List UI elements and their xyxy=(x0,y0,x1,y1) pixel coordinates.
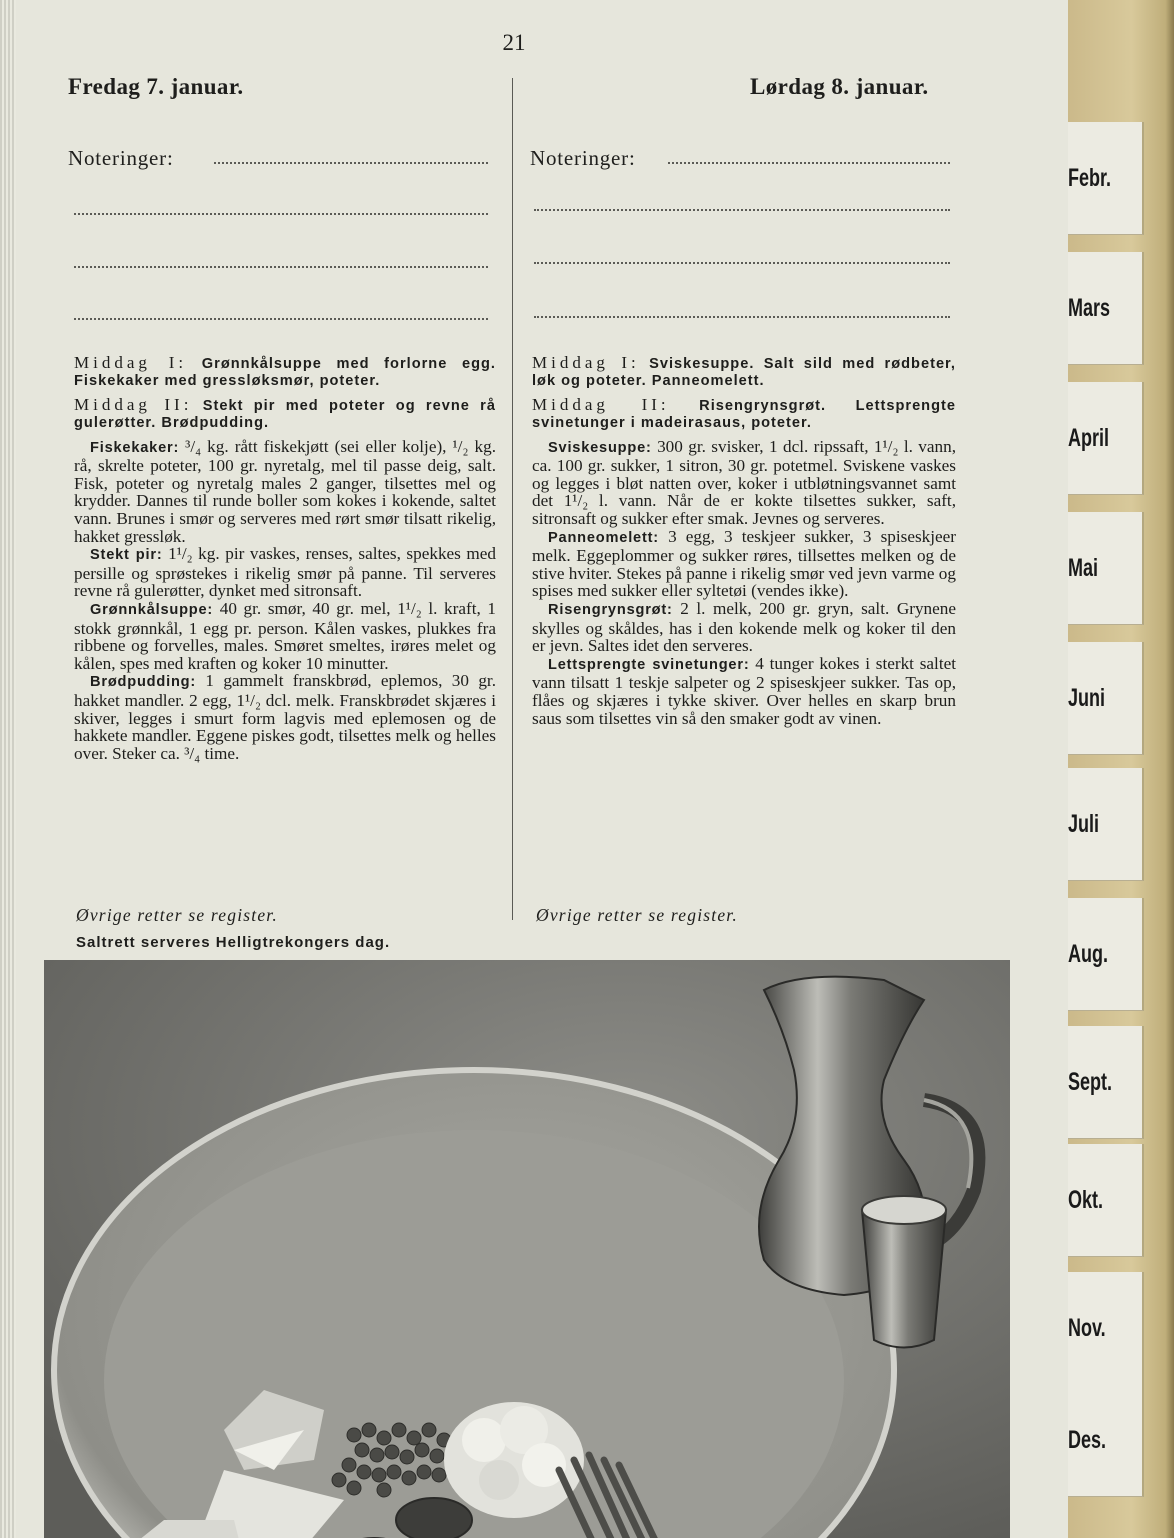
tab-march[interactable]: Mars xyxy=(1068,252,1144,365)
recipe-stekt-pir: Stekt pir: 1¹/₂ kg. pir vaskes, renses, saltes, spekkes med persille og sprøstekes i rikelig smør på panne. Til serveres revne rå gulerøtter, dynket med sitronsaft. xyxy=(74,544,497,601)
recipe-svinetunger: Lettsprengte svinetunger: 4 tunger kokes i sterkt saltet vann tilsatt 1 teskje salpeter og 2 spiseskjeer sukker. Tas op, flåes og skjæres i tykke skiver. Over helles en skarp brun saus som tilsettes vin så den smaker godt av vinen. xyxy=(532,653,956,728)
footer-note: Saltrett serveres Helligtrekongers dag. xyxy=(76,934,391,951)
recipe-panneomelett: Panneomelett: 3 egg, 3 teskjeer sukker, 3 spiseskjeer melk. Eggeplommer og sukker røres, tillsettes melken og de stive hviter. Stekes på panne i rikelig smør ved jevn varme og spises med sukker eller syltetøi (vendes ikke). xyxy=(532,526,956,601)
tab-april[interactable]: April xyxy=(1068,382,1144,495)
dinner-menu-2: Middag II: Stekt pir med poteter og revne rå gulerøtter. Brødpudding. xyxy=(74,394,496,432)
tab-may[interactable]: Mai xyxy=(1068,512,1144,625)
notes-label-right: Noteringer: xyxy=(530,146,636,170)
recipe-fiskekaker: Fiskekaker: ³/₄ kg. rått fiskekjøtt (sei eller kolje), ¹/₂ kg. rå, skrelte poteter, 100 gr. nyretalg, mel til passe deig, salt. Fisk, poteter og nyretalg males 2 ganger, tilsettes mel og krydder. Dannes til runde boller som kokes i kokende, saltet vann. Brunes i smør og serveres med rørt smør tilsatt rikelig, hakket gressløk. xyxy=(74,436,496,546)
saturday-column xyxy=(532,354,956,727)
recipe-sviskesuppe: Sviskesuppe: 300 gr. svisker, 1 dcl. ripssaft, 1¹/₂ l. vann, ca. 100 gr. sukker, 1 sitron, 30 gr. potetmel. Sviskene vaskes og legges i bløt natten over, koker i utbløtningsvannet samt det 1¹/₂ l. vann. Når de er kokte tilsettes sukker, saft, sitronsaft og sukker efter smak. Jevnes og serveres. xyxy=(532,436,956,528)
recipe-gronnkalsuppe: Grønnkålsuppe: 40 gr. smør, 40 gr. mel, 1¹/₂ l. kraft, 1 stokk grønnkål, 1 egg pr. person. Kålen vaskes, plukkes fra ribbene og forvelles, males. Smøret smeltes, irøres melet og kålen, spes med kraften og koker 10 minutter. xyxy=(74,598,496,673)
column-divider xyxy=(512,78,513,920)
see-register-note-left: Øvrige retter se register. xyxy=(76,905,278,925)
day-heading-saturday: Lørdag 8. januar. xyxy=(750,74,929,99)
tab-october[interactable]: Okt. xyxy=(1068,1144,1144,1257)
tab-november[interactable]: Nov. xyxy=(1068,1272,1144,1385)
notes-line xyxy=(214,162,488,164)
notes-line xyxy=(534,316,950,318)
page-number: 21 xyxy=(502,30,526,55)
dinner-menu-2: Middag II: Risengrynsgrøt. Lettsprengte svinetunger i madeirasaus, poteter. xyxy=(532,394,956,432)
dinner-menu-1: Middag I: Sviskesuppe. Salt sild med rødbeter, løk og poteter. Panneomelett. xyxy=(532,353,956,390)
page-edges xyxy=(0,0,16,1538)
see-register-note-right: Øvrige retter se register. xyxy=(536,905,738,925)
notes-line xyxy=(668,162,950,164)
food-platter-photo xyxy=(44,960,1010,1538)
notes-line xyxy=(74,318,488,320)
tab-june[interactable]: Juni xyxy=(1068,642,1144,755)
month-index-tabs xyxy=(1068,0,1174,1538)
recipe-brodpudding: Brødpudding: 1 gammelt franskbrød, eplemos, 30 gr. hakket mandler. 2 egg, 1¹/₂ dcl. melk. Franskbrødet skjæres i skiver, legges i smurt form lagvis med eplemosen og de hakkete mandler. Eggene piskes godt, tilsettes melk og helles over. Steker ca. ³/₄ time. xyxy=(74,671,496,763)
tab-august[interactable]: Aug. xyxy=(1068,898,1144,1011)
notes-line xyxy=(534,262,950,264)
recipe-risengrynsgrot: Risengrynsgrøt: 2 l. melk, 200 gr. gryn, salt. Grynene skylles og skåldes, has i den kokende melk og koker til den er jevn. Saltes idet den serveres. xyxy=(532,598,956,656)
tab-december[interactable]: Des. xyxy=(1068,1384,1144,1497)
notes-line xyxy=(534,209,950,211)
friday-column xyxy=(74,354,496,762)
tab-september[interactable]: Sept. xyxy=(1068,1026,1144,1139)
notes-label-left: Noteringer: xyxy=(68,146,174,170)
day-heading-friday: Fredag 7. januar. xyxy=(68,74,244,99)
tab-february[interactable]: Febr. xyxy=(1068,122,1144,235)
tab-july[interactable]: Juli xyxy=(1068,768,1144,881)
notes-line xyxy=(74,213,488,215)
dinner-menu-1: Middag I: Grønnkålsuppe med forlorne egg. Fiskekaker med gressløksmør, poteter. xyxy=(74,353,496,390)
notes-line xyxy=(74,266,488,268)
